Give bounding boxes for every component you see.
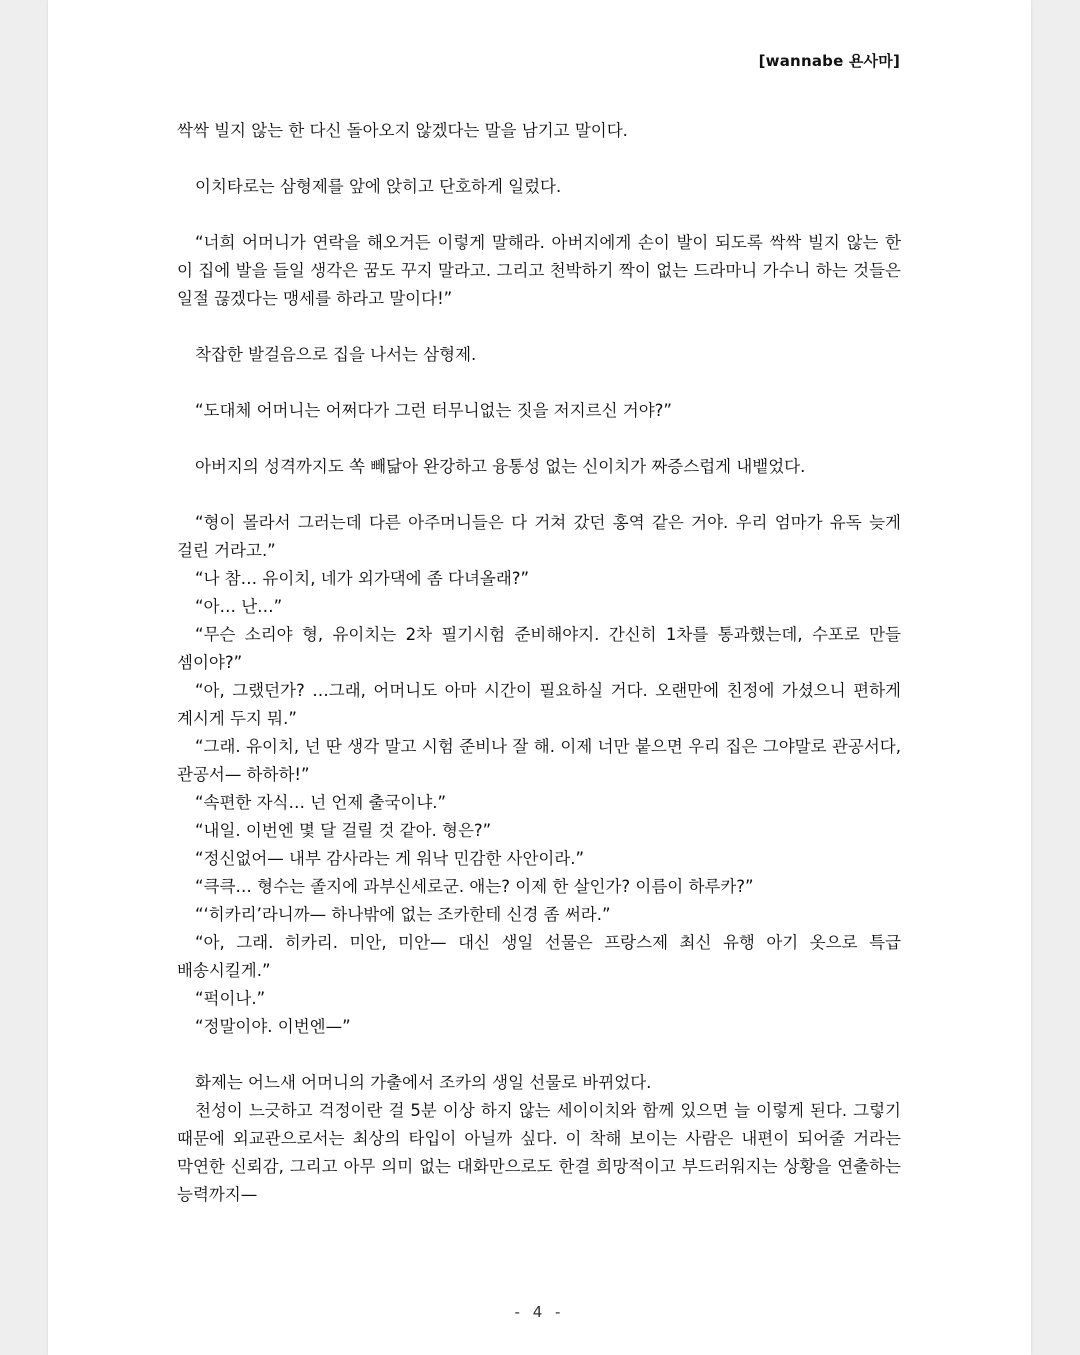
page-number: - 4 - bbox=[514, 1303, 565, 1321]
paragraph: 천성이 느긋하고 걱정이란 걸 5분 이상 하지 않는 세이이치와 함께 있으면 늘 이렇게 된다. 그렇기 때문에 외교관으로서는 최상의 타입이 아닐까 싶다. 이 착해 보이는 사람은 내편이 되어줄 거라는 막연한 신뢰감, 그리고 아무 의미 없는 대화만으로도 한결 희망적이고 부드러워지는 상황을 연출하는 능력까지— bbox=[177, 1101, 901, 1204]
paragraph: “도대체 어머니는 어쩌다가 그런 터무니없는 짓을 저지르신 거야?” bbox=[195, 401, 672, 420]
paragraph-gap bbox=[177, 1041, 901, 1069]
paragraph: “아, 그래. 히카리. 미안, 미안— 대신 생일 선물은 프랑스제 최신 유행 아기 옷으로 특급 배송시킬게.” bbox=[177, 933, 901, 980]
paragraph: “아, 그랬던가? …그래, 어머니도 아마 시간이 필요하실 거다. 오랜만에 친정에 가셨으니 편하게 계시게 두지 뭐.” bbox=[177, 681, 901, 728]
paragraph: “‘히카리’라니까— 하나밖에 없는 조카한테 신경 좀 써라.” bbox=[195, 905, 611, 924]
paragraph: “정신없어— 내부 감사라는 게 워낙 민감한 사안이라.” bbox=[195, 849, 585, 868]
paragraph: 화제는 어느새 어머니의 가출에서 조카의 생일 선물로 바뀌었다. bbox=[195, 1073, 652, 1092]
paragraph: “내일. 이번엔 몇 달 걸릴 것 같아. 형은?” bbox=[195, 821, 492, 840]
running-header: [wannabe 욘사마] bbox=[758, 52, 900, 70]
paragraph: 착잡한 발걸음으로 집을 나서는 삼형제. bbox=[195, 345, 477, 364]
paragraph: “정말이야. 이번엔—” bbox=[195, 1017, 351, 1036]
paragraph: “큭큭… 형수는 졸지에 과부신세로군. 애는? 이제 한 살인가? 이름이 하루카?” bbox=[195, 877, 754, 896]
paragraph: “나 참… 유이치, 네가 외가댁에 좀 다녀올래?” bbox=[195, 569, 530, 588]
paragraph-gap bbox=[177, 369, 901, 397]
paragraph-gap bbox=[177, 201, 901, 229]
paragraph-gap bbox=[177, 145, 901, 173]
paragraph: “속편한 자식… 넌 언제 출국이냐.” bbox=[195, 793, 447, 812]
paragraph: “아… 난…” bbox=[195, 597, 283, 616]
paragraph: “그래. 유이치, 넌 딴 생각 말고 시험 준비나 잘 해. 이제 너만 붙으면 우리 집은 그야말로 관공서다, 관공서— 하하하!” bbox=[177, 737, 901, 784]
paragraph: 싹싹 빌지 않는 한 다신 돌아오지 않겠다는 말을 남기고 말이다. bbox=[177, 121, 628, 140]
paragraph-gap bbox=[177, 313, 901, 341]
paragraph: “무슨 소리야 형, 유이치는 2차 필기시험 준비해야지. 간신히 1차를 통과했는데, 수포로 만들 셈이야?” bbox=[177, 625, 901, 672]
paragraph-gap bbox=[177, 481, 901, 509]
paragraph: 이치타로는 삼형제를 앞에 앉히고 단호하게 일렀다. bbox=[195, 177, 562, 196]
document-page bbox=[48, 0, 1031, 1355]
body-text bbox=[177, 117, 901, 1209]
paragraph: “형이 몰라서 그러는데 다른 아주머니들은 다 거쳐 갔던 홍역 같은 거야. 우리 엄마가 유독 늦게 걸린 거라고.” bbox=[177, 513, 901, 560]
paragraph: 아버지의 성격까지도 쏙 빼닮아 완강하고 융통성 없는 신이치가 짜증스럽게 내뱉었다. bbox=[195, 457, 806, 476]
paragraph: “퍽이나.” bbox=[195, 989, 266, 1008]
paragraph-gap bbox=[177, 425, 901, 453]
paragraph: “너희 어머니가 연락을 해오거든 이렇게 말해라. 아버지에게 손이 발이 되도록 싹싹 빌지 않는 한 이 집에 발을 들일 생각은 꿈도 꾸지 말라고. 그리고 천박하기 짝이 없는 드라마니 가수니 하는 것들은 일절 끊겠다는 맹세를 하라고 말이다!” bbox=[177, 233, 901, 308]
